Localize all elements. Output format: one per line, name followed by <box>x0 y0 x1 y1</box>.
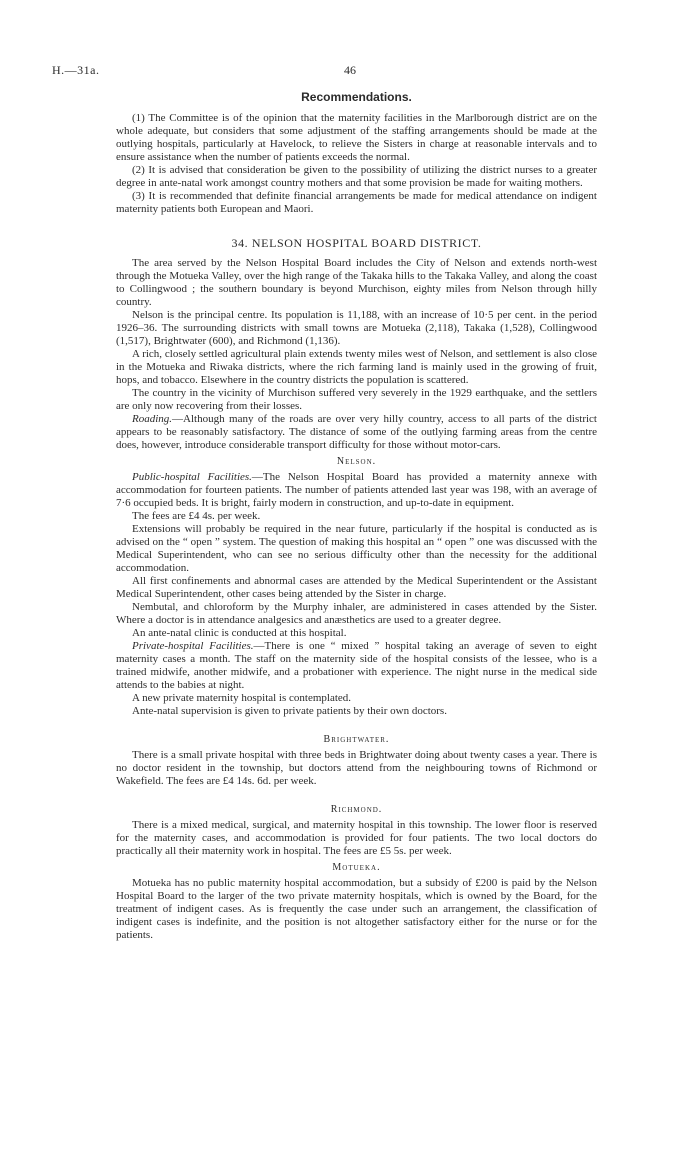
motueka-text: Motueka has no public maternity hospital accommodation, but a subsidy of £200 is paid by the Nelson Hospital Board to the larger of the two private maternity hospitals, which is owned by the Board, for the treatment of indigent cases. As is frequently the case under such an arrangement, the classification of indigent cases is indefinite, and the position is not altogether satisfactory either for the nurse or for the patients. <box>116 877 597 941</box>
nelson-fees: The fees are £4 4s. per week. <box>132 510 261 522</box>
recommendation-3: (3) It is recommended that definite financial arrangements be made for medical attendance on indigent maternity patients both European and Maori. <box>116 190 597 215</box>
nelson-private-antenatal: Ante-natal supervision is given to private patients by their own doctors. <box>132 705 447 717</box>
roading-text: —Although many of the roads are over very hilly country, access to all parts of the district appears to be reasonably satisfactory. The distance of some of the outlying farming areas from the centre does, however, introduce considerable transport difficulty for those without motor-cars. <box>116 413 597 451</box>
richmond-heading: Richmond. <box>330 804 383 815</box>
district-paragraph-earthquake: The country in the vicinity of Murchison suffered very severely in the 1929 earthquake, and the settlers are only now recovering from their losses. <box>116 387 597 412</box>
district-paragraph-roading <box>116 413 597 452</box>
page-content <box>116 88 597 942</box>
brightwater-heading: Brightwater. <box>323 734 390 745</box>
motueka-heading: Motueka. <box>332 862 381 873</box>
brightwater-text: There is a small private hospital with three beds in Brightwater doing about twenty cases a year. There is no doctor resident in the township, but doctors attend from the neighbouring towns of Richmond or Wakefield. The fees are £4 14s. 6d. per week. <box>116 749 597 787</box>
nelson-extensions: Extensions will probably be required in the near future, particularly if the hospital is conducted as is advised on the “ open ” system. The question of making this hospital an “ open ” one was discussed with the Medical Superintendent, who can see no serious difficulty other than the necessity for the additional accommodation. <box>116 523 597 574</box>
page-number: 46 <box>344 63 356 77</box>
district-paragraph-population: Nelson is the principal centre. Its population is 11,188, with an increase of 10·5 per cent. in the period 1926–36. The surrounding districts with small towns are Motueka (2,118), Takaka (1,528), Collingwood (1,517), Brightwater (600), and Richmond (1,136). <box>116 309 597 347</box>
public-facilities-label: Public-hospital Facilities. <box>132 471 252 483</box>
roading-label: Roading. <box>132 413 173 425</box>
recommendation-1: (1) The Committee is of the opinion that the maternity facilities in the Marlborough district are on the whole adequate, but considers that some adjustment of the staffing arrangements should be made at the outlying hospitals, particularly at Havelock, to relieve the Sisters in charge at reasonable intervals and to ensure assistance when the number of patients exceeds the normal. <box>116 112 597 163</box>
nelson-new-private-hospital: A new private maternity hospital is contemplated. <box>132 692 352 704</box>
district-paragraph-area: The area served by the Nelson Hospital Board includes the City of Nelson and extends north-west through the Motueka Valley, over the high range of the Takaka hills to the Takaka Valley, and along the coast to Collingwood ; the southern boundary is beyond Murchison, eighty miles from Nelson through hilly country. <box>116 257 597 308</box>
report-reference: H.—31a. <box>52 63 100 77</box>
recommendations-heading: Recommendations. <box>301 90 412 104</box>
nelson-public-facilities <box>116 471 597 510</box>
nelson-antenatal-clinic: An ante-natal clinic is conducted at this hospital. <box>132 627 347 639</box>
district-paragraph-agriculture: A rich, closely settled agricultural plain extends twenty miles west of Nelson, and settlement is also close in the Motueka and Riwaka districts, where the rich farming land is mainly used in the growing of fruit, hops, and tobacco. Elsewhere in the country districts the population is scattered. <box>116 348 597 386</box>
district-heading: 34. NELSON HOSPITAL BOARD DISTRICT. <box>231 236 482 250</box>
public-facilities-text: —The Nelson Hospital Board has provided a maternity annexe with accommodation for fourteen patients. The number of patients attended last year was 198, with an average of 7·6 occupied beds. It is bright, fairly modern in construction, and up-to-date in equipment. <box>116 471 597 509</box>
recommendation-2: (2) It is advised that consideration be given to the possibility of utilizing the district nurses to a greater degree in ante-natal work amongst country mothers and that some provision be made for waiting mothers. <box>116 164 597 189</box>
nelson-heading: Nelson. <box>336 456 377 467</box>
richmond-text: There is a mixed medical, surgical, and maternity hospital in this township. The lower floor is reserved for the maternity cases, and accommodation is provided for four patients. The two local doctors do practically all their maternity work in hospital. The fees are £5 5s. per week. <box>116 819 597 857</box>
private-facilities-text: —There is one “ mixed ” hospital taking an average of seven to eight maternity cases a month. The staff on the maternity side of the hospital consists of the lessee, who is a trained midwife, another midwife, and a probationer with experience. The night nurse in the medical side attends to the babies at night. <box>116 640 597 691</box>
nelson-private-facilities <box>116 640 597 692</box>
nelson-anaesthetics: Nembutal, and chloroform by the Murphy inhaler, are administered in cases attended by the Sister. Where a doctor is in attendance analgesics and anæsthetics are used to a greater degree. <box>116 601 597 626</box>
nelson-confinements: All first confinements and abnormal cases are attended by the Medical Superintendent or the Assistant Medical Superintendent, other cases being attended by the Sister in charge. <box>116 575 597 600</box>
private-facilities-label: Private-hospital Facilities. <box>132 640 254 652</box>
